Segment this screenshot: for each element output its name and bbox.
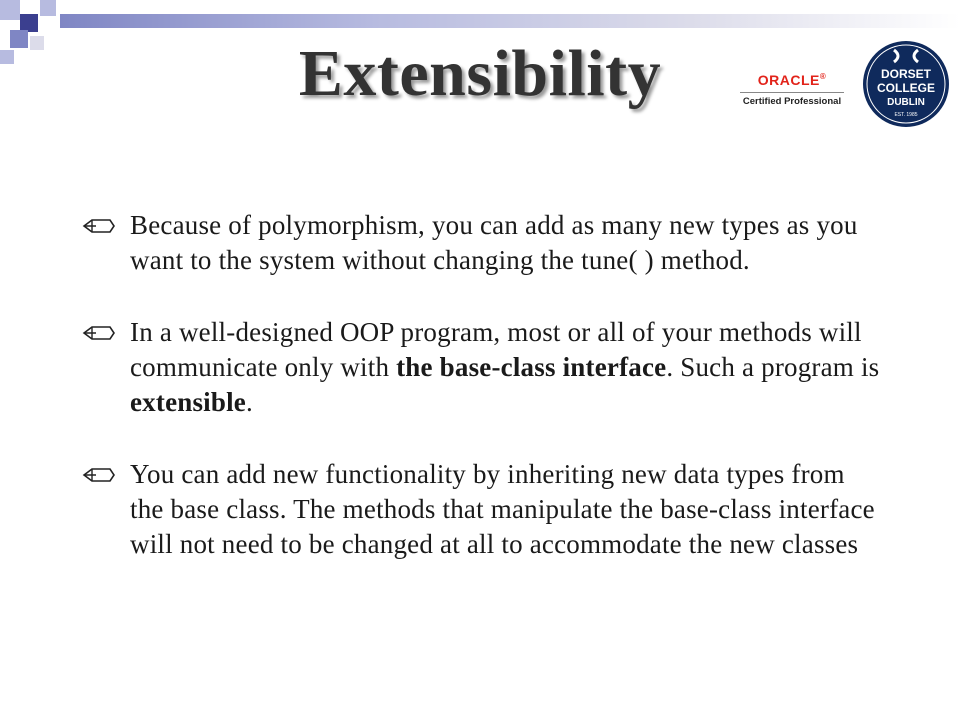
dorset-college-seal — [862, 40, 950, 128]
bullet-text — [130, 208, 882, 278]
bullet-item — [82, 457, 882, 562]
pen-nib-bullet-icon — [82, 466, 116, 484]
oracle-certified-logo — [738, 72, 846, 112]
pen-nib-bullet-icon — [82, 324, 116, 342]
bullet-item — [82, 208, 882, 278]
bullet-item — [82, 315, 882, 420]
header-gradient-bar — [60, 14, 960, 28]
bullet-2-text-end: . — [246, 387, 253, 417]
pen-nib-bullet-icon — [82, 217, 116, 235]
deco-square — [0, 50, 14, 64]
bullet-2-text-middle: . Such a program is — [666, 352, 880, 382]
bullet-text — [130, 315, 882, 420]
deco-square — [30, 36, 44, 50]
oracle-certification-label: Certified Professional — [742, 96, 842, 107]
bullet-list — [82, 208, 882, 599]
seal-established: EST. 1985 — [894, 112, 918, 118]
slide-title: Extensibility — [298, 37, 662, 110]
deco-square — [40, 0, 56, 16]
oracle-registered-mark: ® — [819, 72, 827, 81]
deco-square — [0, 0, 20, 20]
seal-line-3: DUBLIN — [887, 97, 925, 108]
oracle-divider — [740, 92, 844, 93]
bullet-2-bold-interface: the base-class interface — [396, 352, 667, 382]
deco-square — [10, 30, 28, 48]
bullet-2-bold-extensible: extensible — [130, 387, 246, 417]
seal-line-1: DORSET — [880, 67, 932, 81]
seal-line-2: COLLEGE — [876, 81, 936, 95]
oracle-name: ORACLE — [757, 72, 820, 88]
bullet-1-text: Because of polymorphism, you can add as many new types as you want to the system without changing the tune( ) method. — [130, 210, 858, 275]
bullet-text — [130, 457, 882, 562]
bullet-2-text-start: In a well-designed OOP program, most or all of your methods will communicate only with — [130, 317, 862, 382]
oracle-wordmark — [738, 72, 846, 88]
bullet-3-text: You can add new functionality by inheriting new data types from the base class. The methods that manipulate the base-class interface will not need to be changed at all to accommodate the new classes — [130, 459, 875, 559]
